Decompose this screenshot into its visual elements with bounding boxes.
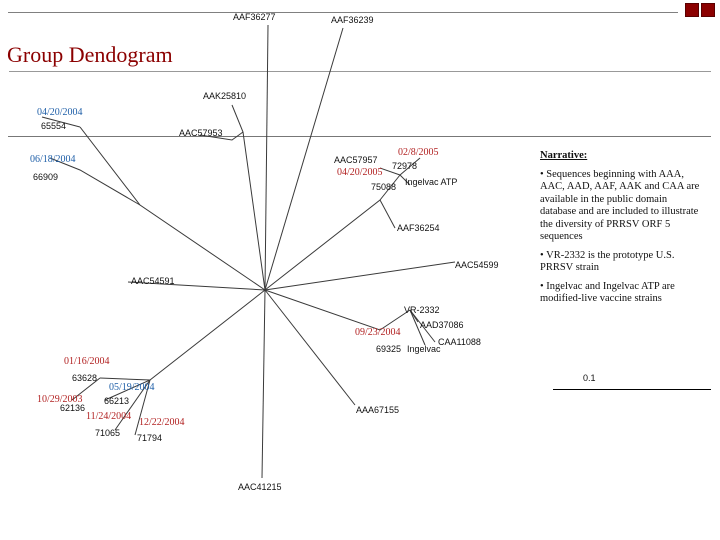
branch-66909 <box>50 158 140 205</box>
date-12222004: 12/22/2004 <box>139 417 185 428</box>
branch-aaa67155 <box>265 290 355 405</box>
label-71794: 71794 <box>137 433 163 443</box>
branch-left-upper <box>80 127 265 290</box>
label-aac41215: AAC41215 <box>238 482 282 492</box>
label-62136: 62136 <box>60 403 86 413</box>
branch-aac41215 <box>262 290 265 478</box>
scale-label: 0.1 <box>583 373 596 383</box>
label-aac54591: AAC54591 <box>131 276 175 286</box>
label-caa11088: CAA11088 <box>438 337 481 347</box>
label-75088: 75088 <box>371 182 397 192</box>
date-04202004: 04/20/2004 <box>37 107 83 118</box>
branch-aaf36277 <box>265 25 268 290</box>
date-11242004: 11/24/2004 <box>86 411 132 422</box>
label-72978: 72978 <box>392 161 418 171</box>
label-ingelvac-atp: Ingelvac ATP <box>405 177 458 187</box>
label-aac57957: AAC57957 <box>334 155 378 165</box>
label-aak25810: AAK25810 <box>203 91 247 101</box>
date-05192004: 05/19/2004 <box>109 382 155 393</box>
label-71065: 71065 <box>95 428 121 438</box>
label-aac57953: AAC57953 <box>179 128 223 138</box>
label-aaf36277: AAF36277 <box>233 12 276 22</box>
narrative-bullet: • Sequences beginning with AAA, AAC, AAD, AAF, AAK and CAA are available in the public domain database and are included to illustrate the diversity of PRRSV ORF 5 sequences <box>540 168 700 242</box>
label-ingelvac: Ingelvac <box>407 344 441 354</box>
date-06182004: 06/18/2004 <box>30 154 76 165</box>
narrative-bullet: • Ingelvac and Ingelvac ATP are modified-live vaccine strains <box>540 280 675 304</box>
branch-aak25810 <box>232 105 265 290</box>
label-aaf36239: AAF36239 <box>331 15 374 25</box>
scale-bar <box>553 389 711 390</box>
label-aaf36254: AAF36254 <box>397 223 440 233</box>
branch-aaf36239 <box>265 28 343 290</box>
date-10292003: 10/29/2003 <box>37 394 83 405</box>
narrative-list <box>540 169 700 306</box>
branch-lower-left <box>100 290 265 380</box>
date-09232004: 09/23/2004 <box>355 327 401 338</box>
narrative-bullet: • VR-2332 is the prototype U.S. PRRSV strain <box>540 249 675 273</box>
narrative-panel <box>540 150 700 312</box>
label-65554: 65554 <box>41 121 67 131</box>
branch-aaf36254 <box>380 200 395 228</box>
label-66909: 66909 <box>33 172 59 182</box>
label-66213: 66213 <box>104 396 130 406</box>
date-01162004: 01/16/2004 <box>64 356 110 367</box>
label-69325: 69325 <box>376 344 402 354</box>
label-aac54599: AAC54599 <box>455 260 499 270</box>
date-04202005: 04/20/2005 <box>337 167 383 178</box>
label-aad37086: AAD37086 <box>420 320 464 330</box>
branch-vr2332 <box>265 290 410 330</box>
label-aaa67155: AAA67155 <box>356 405 400 415</box>
branch-aac54599 <box>265 262 455 290</box>
date-02082005: 02/8/2005 <box>398 147 439 158</box>
label-vr2332: VR-2332 <box>404 305 440 315</box>
narrative-heading: Narrative: <box>540 150 588 161</box>
label-63628: 63628 <box>72 373 98 383</box>
slide-title: Group Dendogram <box>7 42 173 67</box>
